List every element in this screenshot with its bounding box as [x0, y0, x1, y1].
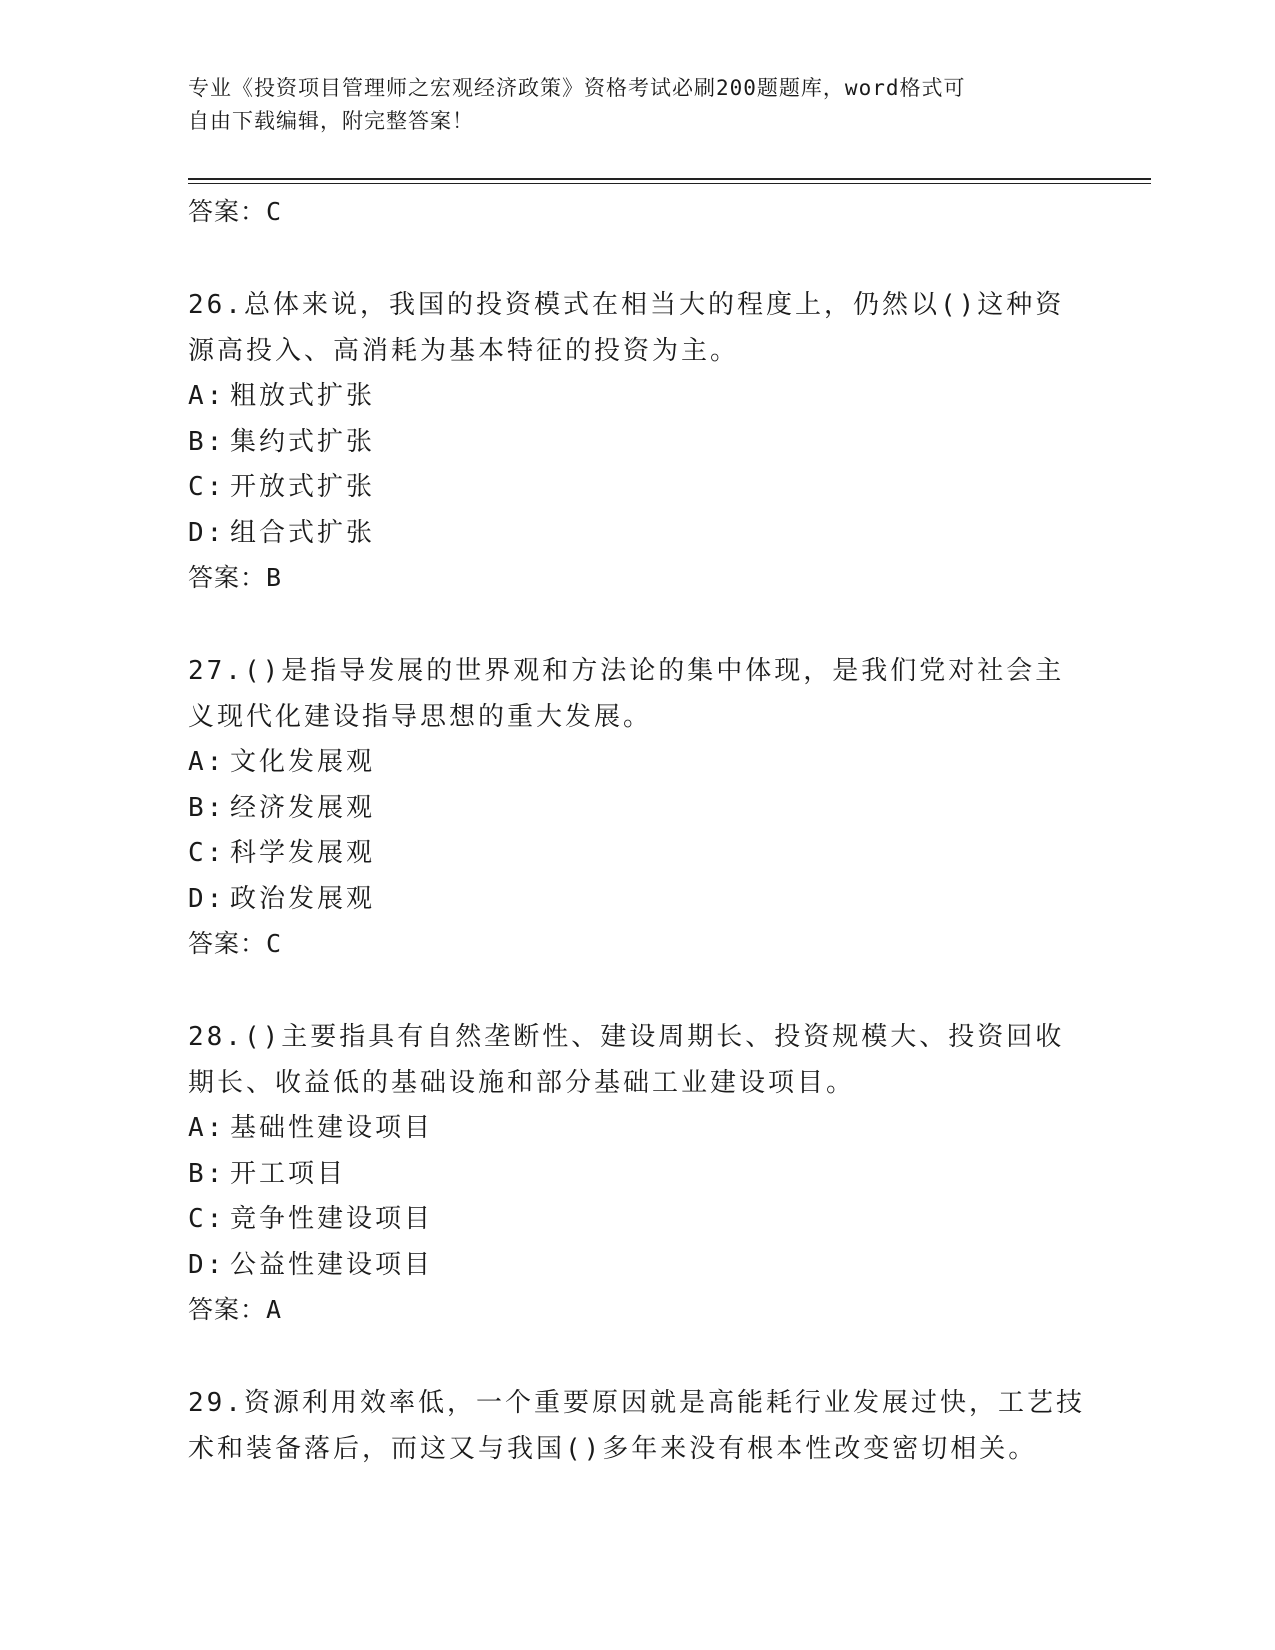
answer-line: 答案：B [188, 563, 283, 592]
option-text: 集约式扩张 [230, 426, 376, 457]
option-text: 基础性建设项目 [230, 1113, 434, 1143]
option-text: 组合式扩张 [230, 517, 376, 548]
option-letter: D: [188, 883, 226, 914]
option-letter: C: [188, 472, 226, 502]
option-d [188, 877, 1088, 923]
option-letter: C: [188, 1204, 226, 1234]
option-b [188, 786, 1088, 832]
previous-answer: 答案：C [188, 197, 283, 226]
option-letter: A: [188, 1113, 226, 1143]
question-stem: 27.()是指导发展的世界观和方法论的集中体现，是我们党对社会主义现代化建设指导思想的重大发展。 [188, 656, 1065, 732]
document-body [188, 190, 1088, 1472]
option-letter: D: [188, 517, 226, 548]
header-title-line-2: 自由下载编辑，附完整答案！ [188, 109, 474, 133]
option-c [188, 1197, 1088, 1243]
option-letter: C: [188, 838, 226, 868]
option-d [188, 511, 1088, 557]
header-title-line-1: 专业《投资项目管理师之宏观经济政策》资格考试必刷200题题库，word格式可 [188, 76, 966, 100]
option-text: 科学发展观 [230, 838, 376, 868]
option-text: 文化发展观 [230, 747, 376, 777]
option-b [188, 420, 1088, 466]
header-divider [188, 178, 1151, 184]
option-text: 经济发展观 [230, 792, 376, 823]
option-text: 粗放式扩张 [230, 381, 376, 411]
question-29 [188, 1380, 1088, 1472]
question-28 [188, 1014, 1088, 1332]
option-text: 公益性建设项目 [230, 1249, 434, 1280]
option-a [188, 740, 1088, 786]
option-text: 竞争性建设项目 [230, 1204, 434, 1234]
question-26 [188, 282, 1088, 600]
option-letter: A: [188, 381, 226, 411]
option-a [188, 1106, 1088, 1152]
option-text: 开工项目 [230, 1158, 347, 1189]
option-c [188, 831, 1088, 877]
option-text: 开放式扩张 [230, 472, 376, 502]
question-stem: 26.总体来说，我国的投资模式在相当大的程度上，仍然以()这种资源高投入、高消耗为基本特征的投资为主。 [188, 290, 1065, 366]
option-letter: B: [188, 792, 226, 823]
question-stem: 29.资源利用效率低，一个重要原因就是高能耗行业发展过快，工艺技术和装备落后，而这又与我国()多年来没有根本性改变密切相关。 [188, 1388, 1085, 1464]
question-stem: 28.()主要指具有自然垄断性、建设周期长、投资规模大、投资回收期长、收益低的基础设施和部分基础工业建设项目。 [188, 1022, 1065, 1098]
option-b [188, 1152, 1088, 1198]
option-letter: B: [188, 426, 226, 457]
option-c [188, 465, 1088, 511]
option-letter: A: [188, 747, 226, 777]
option-text: 政治发展观 [230, 883, 376, 914]
option-letter: B: [188, 1158, 226, 1189]
answer-line: 答案：A [188, 1295, 283, 1324]
option-a [188, 374, 1088, 420]
option-letter: D: [188, 1249, 226, 1280]
document-header [188, 72, 1068, 138]
option-d [188, 1243, 1088, 1289]
answer-line: 答案：C [188, 929, 283, 958]
question-27 [188, 648, 1088, 966]
